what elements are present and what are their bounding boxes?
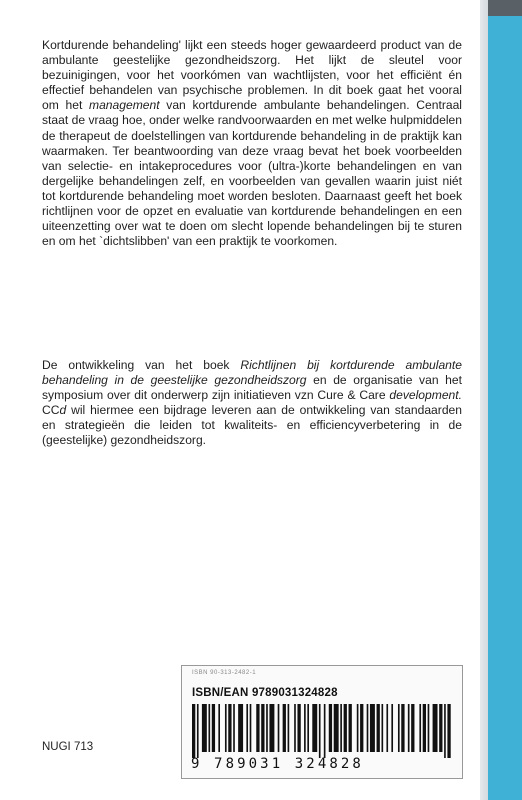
barcode-bar [349, 704, 352, 752]
barcode-bar [334, 704, 339, 752]
blurb-text: CC [42, 403, 60, 418]
barcode-bar [278, 704, 280, 752]
barcode-bar [312, 704, 317, 752]
blurb-italic-text: management [89, 98, 160, 113]
book-title-italic: Richtlijnen bij kortdurende ambulante behandeling in de geestelijke gezondheidszorg [42, 358, 462, 388]
barcode-bar [202, 704, 207, 752]
barcode-bar [319, 704, 321, 758]
barcode-bar [411, 704, 414, 752]
barcode-bar [377, 704, 380, 752]
blurb-text: De ontwikkeling van het boek [42, 358, 241, 372]
barcode-bar [340, 704, 342, 752]
blurb-text: wil hiermee een bijdrage leveren aan de ontwikkeling van standaarden en strategieën die leiden tot kwaliteits- en efficiencyverbetering in de (geestelijke) gezondheidszorg. [42, 403, 462, 448]
barcode-bar [192, 704, 195, 758]
barcode-bar [428, 704, 430, 752]
barcode-bar [283, 704, 286, 752]
barcode-bar [367, 704, 369, 752]
barcode-bar [398, 704, 400, 752]
barcode-bar [419, 704, 421, 752]
barcode-bar [225, 704, 227, 752]
barcode-bar [382, 704, 384, 752]
barcode-bar [304, 704, 306, 752]
barcode-bar [238, 704, 243, 752]
barcode-bar [447, 704, 450, 758]
barcode-bar [307, 704, 309, 752]
page-edge [480, 0, 488, 800]
barcode-bar [391, 704, 393, 752]
barcode-bar [324, 704, 326, 758]
barcode-bars-icon [192, 704, 454, 758]
barcode-bar [357, 704, 359, 752]
barcode-bar [444, 704, 446, 758]
blurb-italic-text: d [59, 403, 67, 418]
barcode-bar [344, 704, 347, 752]
blurb-paragraph-2 [42, 358, 462, 449]
barcode-small-print: ISBN 90-313-2482-1 [192, 670, 257, 676]
barcode-bar [250, 704, 252, 752]
barcode-bar [233, 704, 235, 752]
blurb-paragraph-1 [42, 38, 462, 249]
barcode-bar [408, 704, 410, 752]
blurb-text: Kortdurende behandeling' lijkt een steeds hoger gewaardeerd product van de ambulante geestelijke gezondheidszorg. Het lijkt de sleutel voor bezuinigingen, voor het voorkómen van wachtlijsten, voor het efficiënt én effectief behandelen van psychische problemen. In dit boek gaat het vooral om het [42, 38, 462, 113]
spine-edge-top [488, 0, 522, 16]
barcode-bar [370, 704, 375, 752]
barcode-bar [439, 704, 442, 752]
barcode-bar [256, 704, 259, 752]
barcode-bar [208, 704, 210, 752]
barcode-bar [423, 704, 426, 752]
blurb-text: van kortdurende ambulante behandelingen. Centraal staat de vraag hoe, onder welke randvoorwaarden en met welke hulpmiddelen de therapeut de doelstellingen van kortdurende behandeling in de praktijk kan waarmaken. Ter beantwoording van deze vraag bevat het boek voorbeelden van selectie- en intakeprocedures voor (ultra-)korte behandelingen en van dergelijke behandelingen zelf, en voorbeelden van gevallen waarin juist niét tot kortdurende behandeling moet worden besloten. Daarnaast geeft het boek richtlijnen voor de opzet en evaluatie van kortdurende behandelingen en een uiteenzetting over wat te doen om slecht lopende behandelingen bij te sturen en om het `dichtslibben' van een praktijk te voorkomen. [42, 98, 462, 249]
barcode-bar [266, 704, 268, 752]
barcode-bar [212, 704, 215, 752]
spine-edge [488, 0, 522, 800]
barcode-bar [360, 704, 363, 752]
barcode-bar [329, 704, 332, 752]
blurb-text: en de organisatie van het symposium over dit onderwerp zijn initiatieven vzn Cure & Care [42, 373, 462, 403]
barcode-bar [246, 704, 248, 752]
barcode-bar [401, 704, 404, 752]
barcode-bar [294, 704, 296, 752]
barcode-bar [261, 704, 264, 752]
barcode-sticker [181, 665, 463, 779]
barcode-bar [218, 704, 220, 752]
barcode-digits: 9 789031 324828 [191, 756, 364, 772]
barcode-bar [197, 704, 199, 758]
barcode-bar [386, 704, 388, 752]
isbn-label: ISBN/EAN 9789031324828 [192, 687, 338, 699]
blurb-italic-text: development. [389, 388, 462, 403]
nugi-code: NUGI 713 [42, 741, 94, 753]
barcode-bar [288, 704, 290, 752]
barcode-bar [297, 704, 300, 752]
barcode-bar [228, 704, 231, 752]
barcode-bar [269, 704, 274, 752]
barcode-bar [433, 704, 438, 752]
